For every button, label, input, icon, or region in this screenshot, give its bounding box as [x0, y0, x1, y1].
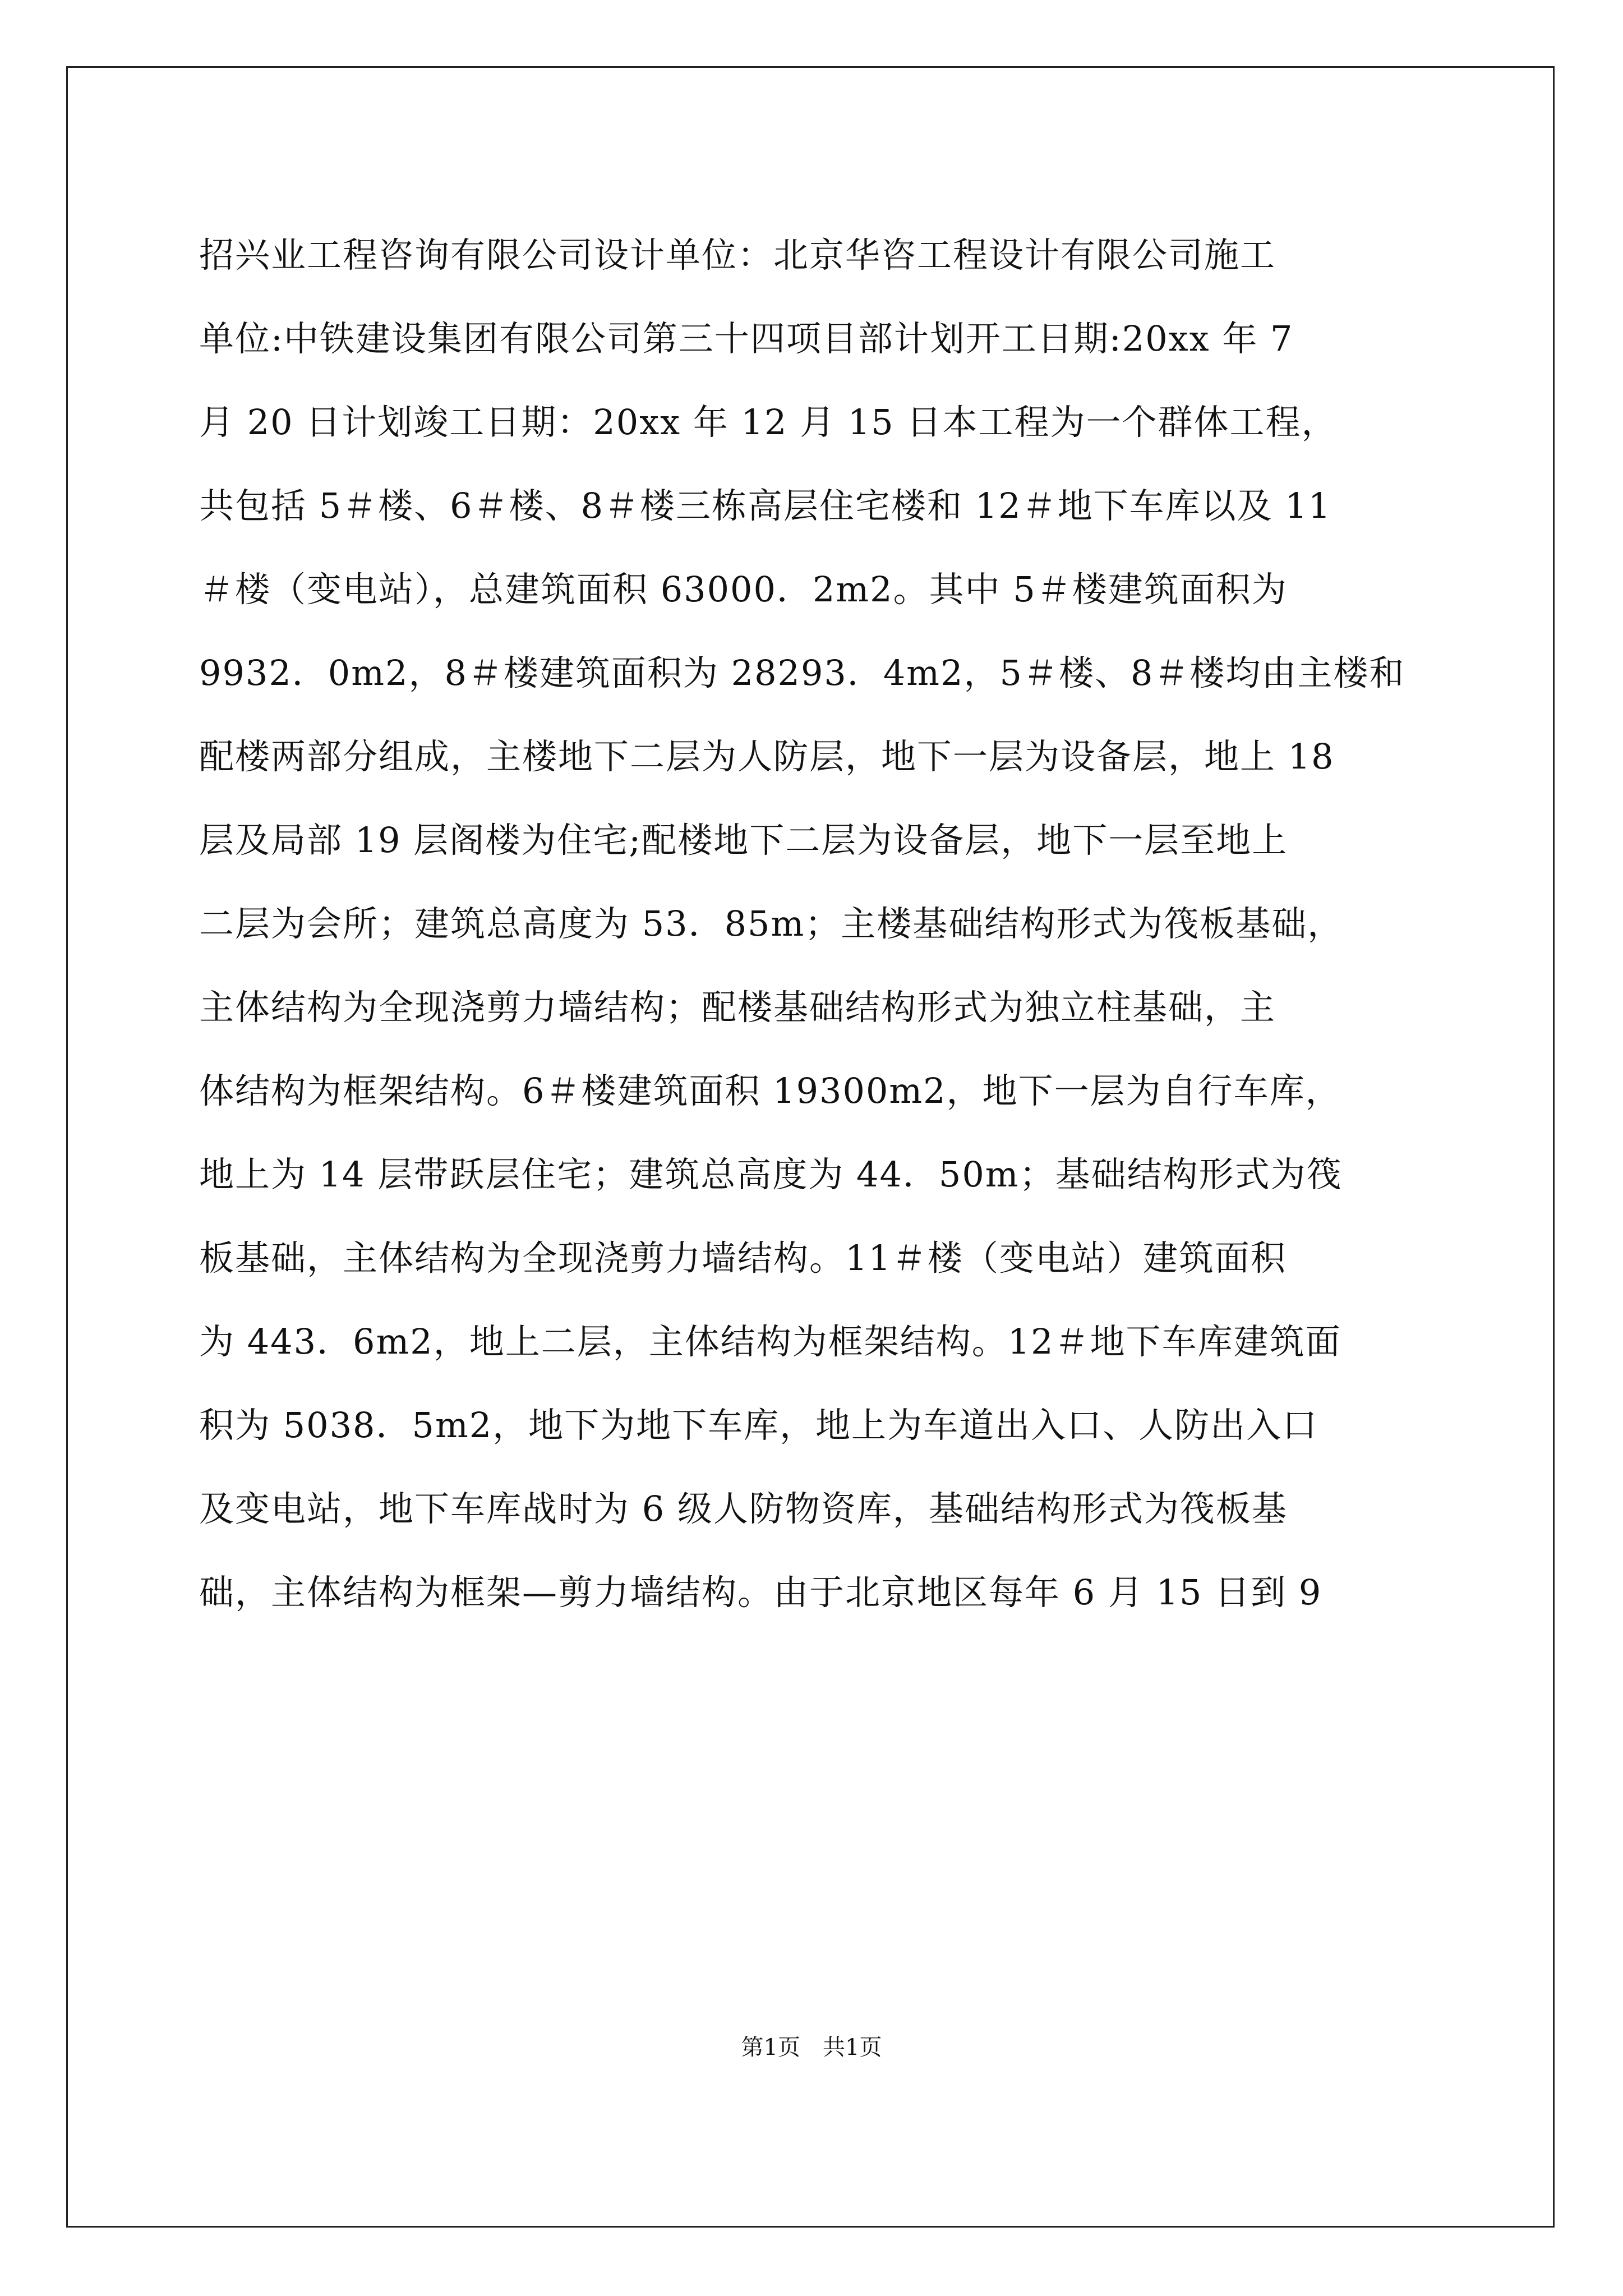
paragraph-line: 及变电站，地下车库战时为 6 级人防物资库，基础结构形式为筏板基 [199, 1488, 1288, 1529]
paragraph-line: 单位:中铁建设集团有限公司第三十四项目部计划开工日期:20xx 年 7 [199, 318, 1294, 359]
page-number-footer: 第1页 共1页 [741, 2035, 882, 2060]
paragraph-line: 招兴业工程咨询有限公司设计单位：北京华咨工程设计有限公司施工 [199, 234, 1276, 275]
document-body [199, 213, 1433, 1634]
paragraph-line: 共包括 5＃楼、6＃楼、8＃楼三栋高层住宅楼和 12＃地下车库以及 11 [199, 485, 1332, 526]
paragraph-line: 二层为会所；建筑总高度为 53．85m；主楼基础结构形式为筏板基础， [199, 903, 1344, 944]
paragraph-line: 层及局部 19 层阁楼为住宅;配楼地下二层为设备层，地下一层至地上 [199, 820, 1288, 861]
paragraph-line: ＃楼（变电站），总建筑面积 63000．2m2。其中 5＃楼建筑面积为 [199, 569, 1288, 610]
paragraph-line: 9932．0m2，8＃楼建筑面积为 28293．4m2，5＃楼、8＃楼均由主楼和 [199, 652, 1405, 693]
paragraph-line: 础，主体结构为框架—剪力墙结构。由于北京地区每年 6 月 15 日到 9 [199, 1572, 1322, 1613]
paragraph-line: 积为 5038．5m2，地下为地下车库，地上为车道出入口、人防出入口 [199, 1405, 1318, 1446]
paragraph-line: 地上为 14 层带跃层住宅；建筑总高度为 44．50m；基础结构形式为筏 [199, 1154, 1343, 1195]
paragraph-line: 配楼两部分组成，主楼地下二层为人防层，地下一层为设备层，地上 18 [199, 736, 1335, 777]
paragraph-line: 主体结构为全现浇剪力墙结构；配楼基础结构形式为独立柱基础，主 [199, 987, 1276, 1028]
paragraph-line: 体结构为框架结构。6＃楼建筑面积 19300m2，地下一层为自行车库， [199, 1070, 1341, 1111]
paragraph-line: 板基础，主体结构为全现浇剪力墙结构。11＃楼（变电站）建筑面积 [199, 1237, 1287, 1278]
paragraph-line: 为 443．6m2，地上二层，主体结构为框架结构。12＃地下车库建筑面 [199, 1321, 1341, 1362]
paragraph-line: 月 20 日计划竣工日期：20xx 年 12 月 15 日本工程为一个群体工程， [199, 402, 1338, 443]
